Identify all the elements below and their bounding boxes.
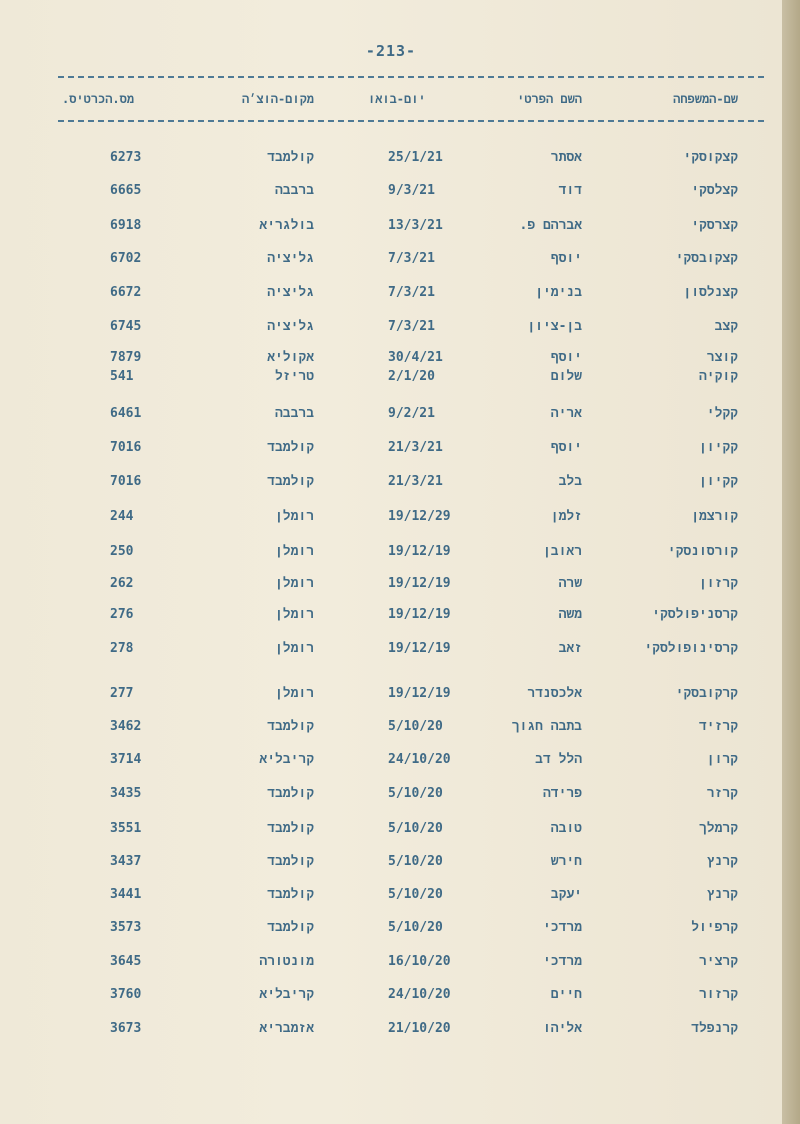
cell-place: מונטורה [259,954,314,969]
cell-date: 5/10/20 [388,854,443,869]
cell-surname: קרזור [698,987,738,1002]
cell-number: 277 [110,686,134,701]
cell-surname: קרפיול [691,920,738,935]
cell-place: בולגריא [259,218,314,233]
cell-surname: קצרסקי [691,218,738,233]
page-number: -213- [365,42,417,60]
table-row [0,440,782,462]
cell-date: 5/10/20 [388,887,443,902]
cell-date: 5/10/20 [388,821,443,836]
header-surname: שם-המשפחה [673,92,738,106]
cell-place: קולמבד [267,854,314,869]
cell-date: 5/10/20 [388,786,443,801]
cell-place: רומלן [274,576,314,591]
cell-place: קולמבד [267,887,314,902]
cell-place: טריזל [274,369,314,384]
cell-date: 9/2/21 [388,406,435,421]
table-row [0,686,782,708]
cell-place: ברבבה [274,183,314,198]
cell-surname: קרנץ [706,854,738,869]
cell-first-name: אסתר [550,150,582,165]
cell-surname: קצלסקי [691,183,738,198]
cell-place: רומלן [274,607,314,622]
cell-first-name: זלמן [550,509,582,524]
table-row [0,509,782,531]
table-row [0,821,782,843]
table-row [0,752,782,774]
cell-first-name: ראובן [542,544,582,559]
cell-first-name: אלכסנדר [527,686,582,701]
cell-date: 21/10/20 [388,1021,451,1036]
table-row [0,576,782,598]
cell-place: רומלן [274,641,314,656]
cell-date: 21/3/21 [388,474,443,489]
divider-top [58,76,764,78]
cell-first-name: חיים [550,987,582,1002]
table-row [0,474,782,496]
cell-first-name: בן-ציון [527,319,582,334]
cell-surname: קקלי [706,406,738,421]
cell-number: 7879 [110,350,142,365]
cell-date: 19/12/19 [388,686,451,701]
table-row [0,150,782,172]
table-row [0,285,782,307]
cell-surname: קקיון [698,474,738,489]
cell-place: גליציה [267,319,314,334]
page-edge [782,0,800,1124]
table-row [0,183,782,205]
table-row [0,786,782,808]
cell-surname: קרסניפולסקי [652,607,738,622]
cell-first-name: זאב [558,641,582,656]
cell-number: 3760 [110,987,142,1002]
cell-first-name: אליהו [542,1021,582,1036]
header-place: מקום-הוצ׳ה [241,92,314,106]
cell-place: קולמבד [267,440,314,455]
cell-first-name: דוד [558,183,582,198]
cell-first-name: יעקב [550,887,582,902]
cell-number: 6461 [110,406,142,421]
cell-place: ברבבה [274,406,314,421]
cell-surname: קורסונסקי [667,544,738,559]
cell-number: 3645 [110,954,142,969]
cell-first-name: בלב [558,474,582,489]
cell-first-name: בתבה חגוך [511,719,582,734]
cell-number: 7016 [110,440,142,455]
cell-number: 6702 [110,251,142,266]
cell-place: קולמבד [267,821,314,836]
cell-surname: קרזון [698,576,738,591]
header-date: יום-בואו [368,92,426,106]
cell-first-name: אברהם פ. [519,218,582,233]
cell-date: 7/3/21 [388,319,435,334]
cell-date: 19/12/19 [388,576,451,591]
cell-number: 3673 [110,1021,142,1036]
cell-first-name: שלום [550,369,582,384]
cell-date: 19/12/19 [388,641,451,656]
cell-surname: קרקובסקי [675,686,738,701]
cell-number: 3551 [110,821,142,836]
cell-date: 24/10/20 [388,987,451,1002]
cell-place: קריבליא [259,987,314,1002]
cell-surname: קצנלסון [683,285,738,300]
cell-number: 3714 [110,752,142,767]
cell-date: 19/12/19 [388,544,451,559]
cell-first-name: מרדכי [542,920,582,935]
divider-header [58,120,764,122]
cell-place: קולמבד [267,474,314,489]
cell-number: 250 [110,544,134,559]
header-first-name: השם הפרטי [517,92,582,106]
cell-place: גליציה [267,285,314,300]
cell-date: 5/10/20 [388,719,443,734]
table-row [0,1021,782,1043]
cell-date: 2/1/20 [388,369,435,384]
cell-surname: קוצר [706,350,738,365]
table-row [0,987,782,1009]
cell-number: 6918 [110,218,142,233]
cell-surname: קרסינופולסקי [644,641,738,656]
cell-number: 6665 [110,183,142,198]
cell-date: 7/3/21 [388,251,435,266]
cell-number: 6672 [110,285,142,300]
cell-surname: קרזיד [698,719,738,734]
cell-date: 25/1/21 [388,150,443,165]
cell-place: רומלן [274,544,314,559]
cell-first-name: חירש [550,854,582,869]
cell-surname: קצקובסקי [675,251,738,266]
cell-first-name: שרה [558,576,582,591]
cell-date: 19/12/29 [388,509,451,524]
table-row [0,251,782,273]
cell-place: גליציה [267,251,314,266]
table-row [0,406,782,428]
table-row [0,319,782,341]
cell-first-name: הלל דב [535,752,582,767]
cell-first-name: בנימין [535,285,582,300]
cell-date: 9/3/21 [388,183,435,198]
cell-surname: קרנץ [706,887,738,902]
cell-number: 3441 [110,887,142,902]
cell-date: 5/10/20 [388,920,443,935]
cell-first-name: מרדכי [542,954,582,969]
cell-number: 6745 [110,319,142,334]
cell-place: רומלן [274,509,314,524]
cell-first-name: פרידה [542,786,582,801]
table-row [0,920,782,942]
cell-surname: קוקיה [698,369,738,384]
cell-place: אזמבריא [259,1021,314,1036]
cell-surname: קרציר [698,954,738,969]
cell-date: 24/10/20 [388,752,451,767]
cell-place: קריבליא [259,752,314,767]
table-row [0,887,782,909]
cell-first-name: טובה [550,821,582,836]
cell-number: 3435 [110,786,142,801]
cell-number: 3462 [110,719,142,734]
cell-number: 6273 [110,150,142,165]
cell-number: 3437 [110,854,142,869]
cell-number: 541 [110,369,134,384]
cell-number: 278 [110,641,134,656]
cell-number: 7016 [110,474,142,489]
cell-date: 21/3/21 [388,440,443,455]
cell-place: קולמבד [267,719,314,734]
table-row [0,641,782,663]
cell-number: 276 [110,607,134,622]
table-header [0,92,782,114]
cell-surname: קקיון [698,440,738,455]
cell-place: קולמבד [267,150,314,165]
cell-first-name: אריה [550,406,582,421]
table-row [0,369,782,391]
cell-date: 13/3/21 [388,218,443,233]
cell-date: 19/12/19 [388,607,451,622]
header-number: מס.הכרטיס. [62,92,135,106]
cell-surname: קורצמן [691,509,738,524]
cell-surname: קרון [706,752,738,767]
cell-number: 3573 [110,920,142,935]
cell-first-name: יוסף [550,440,582,455]
cell-first-name: משה [558,607,582,622]
table-row [0,719,782,741]
cell-surname: קרמלך [698,821,738,836]
cell-date: 16/10/20 [388,954,451,969]
table-row [0,218,782,240]
table-row [0,854,782,876]
cell-place: קולמבד [267,920,314,935]
cell-first-name: יוסף [550,251,582,266]
cell-surname: קצקוסקי [683,150,738,165]
cell-surname: קרנפלד [691,1021,738,1036]
cell-date: 7/3/21 [388,285,435,300]
cell-first-name: יוסף [550,350,582,365]
cell-place: קולמבד [267,786,314,801]
cell-date: 30/4/21 [388,350,443,365]
table-row [0,607,782,629]
cell-place: רומלן [274,686,314,701]
cell-place: אקוליא [267,350,314,365]
cell-surname: קרזר [706,786,738,801]
table-row [0,544,782,566]
cell-number: 262 [110,576,134,591]
table-row [0,954,782,976]
cell-number: 244 [110,509,134,524]
cell-surname: קצב [714,319,738,334]
